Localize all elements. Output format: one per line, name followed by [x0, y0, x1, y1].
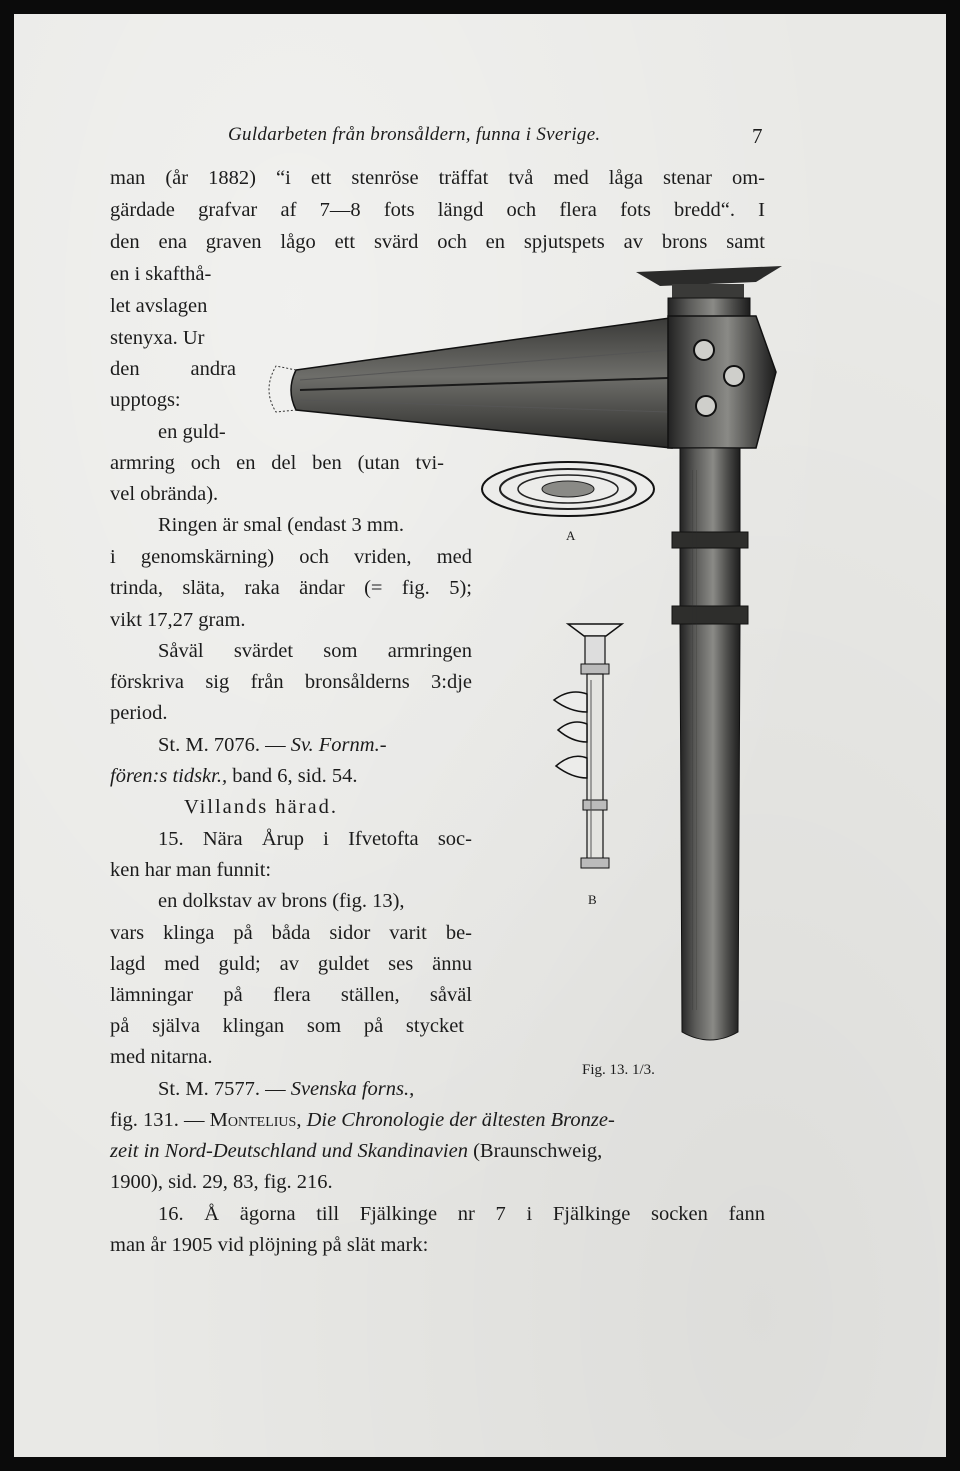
text-run: St. M. 7076. —: [158, 734, 286, 756]
text-line: man år 1905 vid plöjning på slät mark:: [110, 1234, 429, 1256]
text-line: den ena graven lågo ett svärd och en spjutspets av brons samt: [110, 231, 765, 253]
text-run: fig. 131. —: [110, 1109, 205, 1131]
text-line: Såväl svärdet som armringen: [158, 640, 472, 662]
text-line: lämningar på flera ställen, såväl: [110, 984, 472, 1006]
text-line: den andra: [110, 358, 236, 380]
text-line: vikt 17,27 gram.: [110, 609, 246, 631]
text-line: armring och en del ben (utan tvi-: [110, 452, 444, 474]
text-line: [110, 1138, 765, 1164]
text-line: man (år 1882) “i ett stenröse träffat två med låga stenar om-: [110, 167, 765, 189]
side-view-detail-b: [554, 624, 622, 868]
citation-title: zeit in Nord-Deutschland und Skandinavien: [110, 1140, 468, 1162]
text-line: lagd med guld; av guldet ses ännu: [110, 953, 472, 975]
section-heading: Villands härad.: [184, 796, 339, 818]
text-line: en dolkstav av brons (fig. 13),: [158, 890, 405, 912]
figure-caption: Fig. 13. 1/3.: [582, 1062, 655, 1078]
text-line: gärdade grafvar af 7—8 fots längd och flera fots bredd“. I: [110, 199, 765, 221]
text-line: en i skafthå-: [110, 263, 212, 285]
dagger-blade: [269, 318, 672, 448]
text-line: period.: [110, 702, 168, 724]
text-line: [110, 1107, 765, 1133]
citation-title: Sv. Fornm.-: [290, 734, 387, 756]
staff-shaft: [672, 448, 748, 1040]
text-line: upptogs:: [110, 389, 181, 411]
text-line: [110, 763, 358, 789]
text-line: förskriva sig från bronsålderns 3:dje: [110, 671, 472, 693]
citation-title: Svenska forns.,: [290, 1078, 415, 1100]
text-line: ken har man funnit:: [110, 859, 272, 881]
rivet-icon: [694, 340, 714, 360]
text-line: Ringen är smal (endast 3 mm.: [158, 514, 404, 536]
hilt-plate: [668, 316, 776, 448]
cross-section-detail-a: [482, 462, 654, 516]
text-line: vars klinga på båda sidor varit be-: [110, 922, 472, 944]
text-run: St. M. 7577. —: [158, 1078, 286, 1100]
citation-title: fören:s tidskr.,: [110, 765, 228, 787]
text-line: i genomskärning) och vriden, med: [110, 546, 472, 568]
running-title: Guldarbeten från bronsåldern, funna i Sverige.: [228, 124, 601, 145]
text-line: med nitarna.: [110, 1046, 213, 1068]
figure-label-b: B: [588, 892, 597, 907]
text-line: 16. Å ägorna till Fjälkinge nr 7 i Fjälkinge socken fann: [158, 1203, 765, 1225]
rivet-icon: [696, 396, 716, 416]
text-run: band 6, sid. 54.: [232, 765, 358, 787]
rivet-icon: [724, 366, 744, 386]
text-line: trinda, släta, raka ändar (= fig. 5);: [110, 577, 472, 599]
text-line: let avslagen: [110, 295, 208, 317]
text-line: [158, 732, 387, 758]
text-line: en guld-: [158, 421, 226, 443]
text-line: stenyxa. Ur: [110, 327, 205, 349]
text-line: 1900), sid. 29, 83, fig. 216.: [110, 1171, 333, 1193]
staff-top-cap: [636, 266, 782, 318]
text-line: 15. Nära Årup i Ifvetofta soc-: [158, 828, 472, 850]
text-line: på själva klingan som på stycket: [110, 1015, 464, 1037]
text-run: (Braunschweig,: [473, 1140, 603, 1162]
figure-label-a: A: [566, 528, 576, 543]
author-name: Montelius,: [209, 1109, 302, 1131]
text-line: [158, 1076, 414, 1102]
page-number: 7: [752, 124, 763, 148]
text-line: vel obrända).: [110, 483, 219, 505]
citation-title: Die Chronologie der ältesten Bronze-: [306, 1109, 615, 1131]
